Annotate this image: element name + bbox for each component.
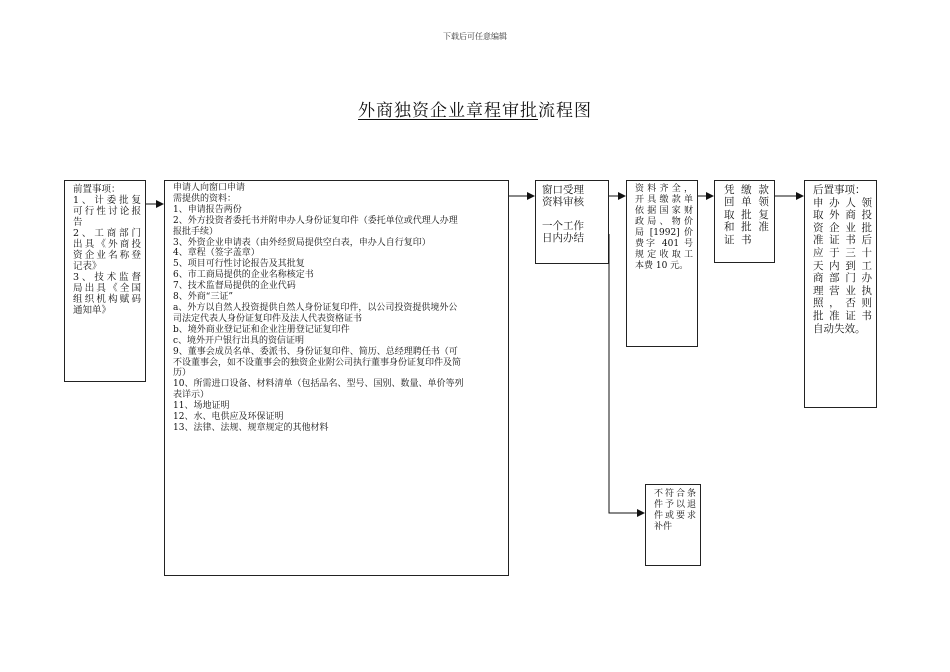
pre-items-line: 前置事项：: [73, 184, 121, 195]
window-accept-line: 日内办结: [542, 232, 584, 244]
pre-items-line: 组织机构赋码: [73, 294, 141, 305]
pre-items-line: 出具《外商投: [73, 239, 141, 250]
fee-line: 规定收取工: [635, 250, 693, 260]
post-items-line: 批准证书: [813, 309, 872, 322]
materials-line: 5、项目可行性讨论报告及其批复: [173, 259, 305, 270]
materials-line: 历）: [173, 368, 192, 379]
post-items-line: 申办人领: [813, 196, 872, 209]
materials-line: 13、法律、法规、规章规定的其他材料: [173, 422, 329, 433]
materials-line: 7、技术监督局提供的企业代码: [173, 281, 296, 292]
materials-line: 12、水、电供应及环保证明: [173, 412, 284, 423]
post-items-line: 商部门办: [813, 272, 872, 285]
arrow-window-to-reject: [609, 234, 644, 513]
post-items-line: 理营业执: [813, 284, 872, 297]
title-rest-part: 流程图: [538, 101, 592, 121]
header-note: 下载后可任意编辑: [443, 32, 507, 41]
materials-line: 需提供的资料：: [173, 193, 237, 204]
post-items-line: 自动失效。: [813, 322, 866, 335]
fee-line: 开具缴款单: [635, 195, 693, 205]
materials-line: 11、场地证明: [173, 401, 230, 412]
reject-line: 件予以退: [654, 500, 696, 510]
reject-line: 件或要求: [654, 511, 696, 521]
post-items-line: 资企业批: [813, 221, 872, 234]
collect-approval-line: 取 批 复: [724, 208, 769, 221]
title-underlined-part: 外商独资企业章程审批: [358, 101, 538, 121]
materials-line: 申请人向窗口申请: [173, 183, 246, 193]
window-accept-line: 一个工作: [542, 220, 584, 232]
post-items-line: 天内到工: [813, 259, 872, 272]
pre-items-line: 记表》: [73, 261, 102, 272]
pre-items-line: 局出具《全国: [73, 283, 141, 294]
fee-line: 局 [1992] 价: [635, 228, 693, 238]
collect-approval-line: 凭 缴 款: [724, 184, 769, 196]
post-items-line: 取外商投: [813, 209, 872, 222]
materials-line: 9、董事会成员名单、委派书、身份证复印件、简历、总经理聘任书（可: [173, 346, 458, 357]
pre-items-line: 可行性讨论报: [73, 206, 141, 217]
collect-approval-line: 证 书: [724, 233, 752, 246]
pre-items-line: 2、工商部门: [73, 228, 141, 239]
reject-line: 不符合条: [654, 489, 696, 499]
materials-line: b、境外商业登记证和企业注册登记证复印件: [173, 324, 350, 335]
materials-line: 4、章程（签字盖章）: [173, 248, 260, 259]
fee-line: 本费 10 元。: [635, 261, 689, 271]
materials-line: 6、市工商局提供的企业名称核定书: [173, 270, 314, 281]
collect-approval-line: 回 单 领: [724, 196, 769, 209]
materials-line: 10、所需进口设备、材料清单（包括品名、型号、国别、数量、单价等列: [173, 379, 464, 390]
fee-line: 依据国家财: [635, 206, 693, 216]
reject-line: 补件: [654, 522, 673, 532]
materials-line: 3、外资企业申请表（由外经贸局提供空白表，申办人自行复印）: [173, 237, 431, 248]
window-accept-line: 资料审核: [542, 196, 584, 208]
materials-line: 报批手续）: [173, 226, 219, 237]
pre-items-line: 通知单》: [73, 305, 112, 316]
pre-items-line: 1、计委批复: [73, 195, 141, 206]
collect-approval-line: 和 批 准: [724, 221, 769, 234]
materials-line: 不设董事会，如不设董事会的独资企业附公司执行董事身份证复印件及简: [173, 357, 462, 368]
window-accept-line: 窗口受理: [542, 184, 584, 196]
materials-line: 表详示）: [173, 390, 210, 401]
materials-line: 2、外方投资者委托书并附申办人身份证复印件（委托单位或代理人办理: [173, 215, 458, 226]
materials-line: 1、申请报告两份: [173, 204, 242, 215]
pre-items-line: 告: [73, 217, 83, 228]
pre-items-line: 3、技术监督: [73, 272, 141, 283]
post-items-line: 准证书后: [813, 234, 872, 247]
fee-line: 政局、物价: [635, 217, 693, 227]
materials-line: c、境外开户银行出具的资信证明: [173, 335, 305, 346]
materials-line: 8、外商“三证”: [173, 292, 233, 303]
materials-line: a、外方以自然人投资提供自然人身份证复印件，以公司投资提供境外公: [173, 302, 458, 313]
pre-items-line: 资企业名称登: [73, 250, 141, 261]
post-items-line: 应于三十: [813, 246, 872, 259]
fee-line: 费字 401 号: [635, 239, 693, 249]
fee-line: 资料齐全，: [635, 184, 693, 194]
materials-line: 司法定代表人身份证复印件及法人代表资格证书: [173, 313, 363, 324]
post-items-line: 照，否则: [813, 297, 872, 310]
post-items-line: 后置事项：: [813, 184, 866, 196]
